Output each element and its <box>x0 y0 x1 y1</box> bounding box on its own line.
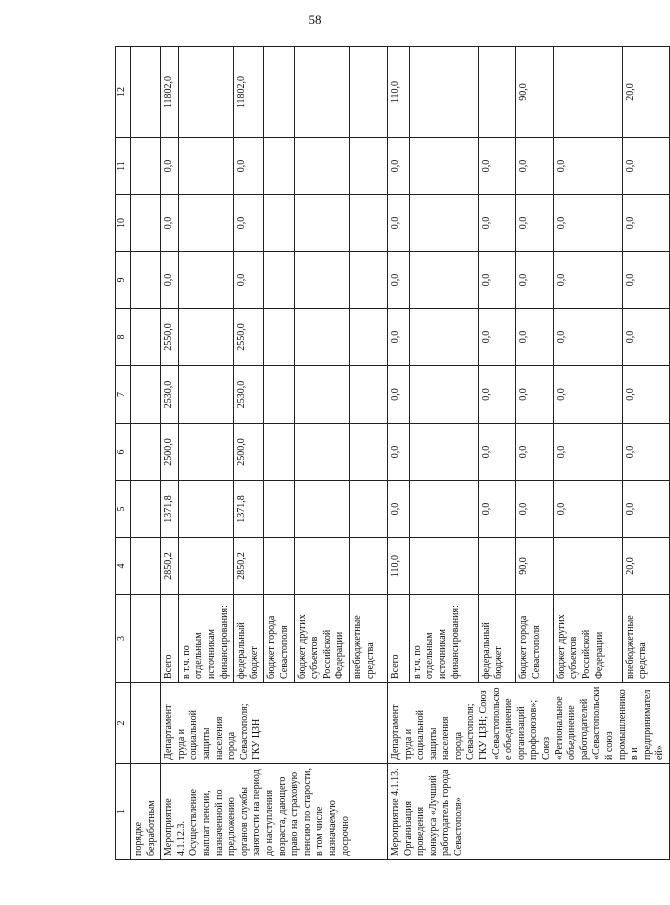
value-cell: 0,0 <box>478 252 516 309</box>
value-cell: 11802,0 <box>234 47 264 138</box>
value-cell: 0,0 <box>516 366 554 424</box>
source-label: Всего <box>387 595 409 683</box>
value-cell: 1371,8 <box>234 481 264 538</box>
value-cell <box>294 481 349 538</box>
value-cell: 0,0 <box>553 366 622 424</box>
value-cell: 0,0 <box>622 138 669 195</box>
value-cell: 0,0 <box>387 424 409 481</box>
value-cell <box>264 424 294 481</box>
value-cell <box>264 481 294 538</box>
measure-2-executor: Департамент труда и социальной защиты населения города Севастополя; ГКУ ЦЗН; Союз «Севастопольское объединение организаций профсоюзов»; Союз «Региональное объединение работодателей «Севастопольский союз промышленников и предпринимателей» <box>387 683 669 764</box>
value-cell: 2850,2 <box>234 538 264 595</box>
value-cell <box>409 195 478 252</box>
header-cell: 9 <box>116 252 131 309</box>
header-cell: 11 <box>116 138 131 195</box>
budget-table <box>115 46 670 860</box>
value-cell: 0,0 <box>478 481 516 538</box>
value-cell <box>409 309 478 366</box>
value-cell: 0,0 <box>478 366 516 424</box>
value-cell: 11802,0 <box>161 47 179 138</box>
table-row <box>387 47 409 860</box>
value-cell: 0,0 <box>387 481 409 538</box>
value-cell: 0,0 <box>161 252 179 309</box>
continuation-text: порядке безработным <box>131 764 161 860</box>
value-cell <box>294 252 349 309</box>
source-label: федеральный бюджет <box>234 595 264 683</box>
value-cell <box>178 138 233 195</box>
value-cell <box>409 252 478 309</box>
value-cell <box>264 309 294 366</box>
value-cell: 2500,0 <box>234 424 264 481</box>
value-cell: 0,0 <box>234 252 264 309</box>
source-label: внебюджетные средства <box>622 595 669 683</box>
measure-1-executor: Департамент труда и социальной защиты населения города Севастополя; ГКУ ЦЗН <box>161 683 388 764</box>
value-cell: 0,0 <box>161 195 179 252</box>
value-cell <box>178 309 233 366</box>
source-label: в т.ч. по отдельным источникам финансирования: <box>178 595 233 683</box>
value-cell <box>294 47 349 138</box>
header-cell: 4 <box>116 538 131 595</box>
value-cell: 0,0 <box>553 424 622 481</box>
value-cell: 0,0 <box>387 366 409 424</box>
value-cell <box>349 195 387 252</box>
value-cell <box>178 195 233 252</box>
value-cell <box>178 366 233 424</box>
value-cell: 0,0 <box>516 252 554 309</box>
page-number: 58 <box>308 12 322 27</box>
value-cell: 0,0 <box>553 309 622 366</box>
header-cell: 6 <box>116 424 131 481</box>
header-cell: 10 <box>116 195 131 252</box>
value-cell: 20,0 <box>622 47 669 138</box>
value-cell: 0,0 <box>553 481 622 538</box>
value-cell <box>349 309 387 366</box>
value-cell: 0,0 <box>622 309 669 366</box>
value-cell <box>264 538 294 595</box>
header-row <box>116 47 131 860</box>
value-cell <box>409 366 478 424</box>
source-label: в т.ч. по отдельным источникам финансирования: <box>409 595 478 683</box>
value-cell <box>349 138 387 195</box>
header-cell: 5 <box>116 481 131 538</box>
value-cell: 0,0 <box>622 366 669 424</box>
value-cell: 1371,8 <box>161 481 179 538</box>
value-cell: 0,0 <box>553 195 622 252</box>
value-cell <box>409 47 478 138</box>
value-cell: 0,0 <box>387 252 409 309</box>
value-cell: 90,0 <box>516 538 554 595</box>
value-cell <box>264 252 294 309</box>
source-label: федеральный бюджет <box>478 595 516 683</box>
value-cell: 0,0 <box>622 481 669 538</box>
value-cell: 2500,0 <box>161 424 179 481</box>
header-cell: 8 <box>116 309 131 366</box>
value-cell: 0,0 <box>553 252 622 309</box>
value-cell <box>349 252 387 309</box>
value-cell <box>294 366 349 424</box>
value-cell: 0,0 <box>478 309 516 366</box>
value-cell <box>478 538 516 595</box>
value-cell: 0,0 <box>553 138 622 195</box>
value-cell <box>349 424 387 481</box>
value-cell: 0,0 <box>516 481 554 538</box>
value-cell <box>349 481 387 538</box>
value-cell: 0,0 <box>622 195 669 252</box>
value-cell <box>349 47 387 138</box>
measure-2-title: Мероприятие 4.1.13. Организация проведения конкурса «Лучший работодатель города Севастополя» <box>387 764 669 860</box>
value-cell <box>294 538 349 595</box>
value-cell: 0,0 <box>622 252 669 309</box>
value-cell: 0,0 <box>387 138 409 195</box>
value-cell: 2550,0 <box>234 309 264 366</box>
continuation-row <box>131 47 161 860</box>
value-cell <box>178 538 233 595</box>
source-label: бюджет других субъектов Российской Федерации <box>553 595 622 683</box>
header-cell: 3 <box>116 595 131 683</box>
value-cell <box>553 47 622 138</box>
value-cell <box>409 538 478 595</box>
header-cell: 12 <box>116 47 131 138</box>
value-cell: 0,0 <box>161 138 179 195</box>
value-cell: 0,0 <box>516 138 554 195</box>
value-cell: 20,0 <box>622 538 669 595</box>
value-cell: 0,0 <box>622 424 669 481</box>
value-cell: 0,0 <box>516 424 554 481</box>
value-cell: 0,0 <box>478 195 516 252</box>
value-cell: 90,0 <box>516 47 554 138</box>
value-cell: 0,0 <box>478 138 516 195</box>
value-cell <box>178 424 233 481</box>
value-cell: 0,0 <box>478 424 516 481</box>
value-cell: 2850,2 <box>161 538 179 595</box>
value-cell: 0,0 <box>234 138 264 195</box>
value-cell: 0,0 <box>387 195 409 252</box>
value-cell <box>264 195 294 252</box>
value-cell <box>349 538 387 595</box>
header-cell: 7 <box>116 366 131 424</box>
value-cell <box>553 538 622 595</box>
value-cell: 110,0 <box>387 538 409 595</box>
measure-1-title: Мероприятие 4.1.12.3. Осуществление выплат пенсии, назначенной по предложению органов службы занятости на период до наступления возраста, дающего право на страховую пенсию по старости, в том числе назначаемую досрочно <box>161 764 388 860</box>
value-cell: 0,0 <box>516 195 554 252</box>
value-cell <box>264 138 294 195</box>
value-cell <box>178 252 233 309</box>
value-cell <box>409 138 478 195</box>
value-cell: 2530,0 <box>161 366 179 424</box>
value-cell <box>478 47 516 138</box>
value-cell <box>264 47 294 138</box>
value-cell: 110,0 <box>387 47 409 138</box>
value-cell <box>409 481 478 538</box>
table-row <box>161 47 179 860</box>
value-cell <box>349 366 387 424</box>
value-cell: 2530,0 <box>234 366 264 424</box>
value-cell: 0,0 <box>234 195 264 252</box>
value-cell <box>178 481 233 538</box>
header-cell: 1 <box>116 764 131 860</box>
value-cell <box>178 47 233 138</box>
value-cell: 0,0 <box>516 309 554 366</box>
value-cell <box>294 424 349 481</box>
source-label: бюджет города Севастополя <box>264 595 294 683</box>
value-cell: 0,0 <box>387 309 409 366</box>
source-label: бюджет других субъектов Российской Федерации <box>294 595 349 683</box>
source-label: Всего <box>161 595 179 683</box>
value-cell <box>264 366 294 424</box>
source-label: бюджет города Севастополя <box>516 595 554 683</box>
source-label: внебюджетные средства <box>349 595 387 683</box>
value-cell <box>294 309 349 366</box>
value-cell <box>294 195 349 252</box>
value-cell: 2550,0 <box>161 309 179 366</box>
value-cell <box>409 424 478 481</box>
header-cell: 2 <box>116 683 131 764</box>
value-cell <box>294 138 349 195</box>
